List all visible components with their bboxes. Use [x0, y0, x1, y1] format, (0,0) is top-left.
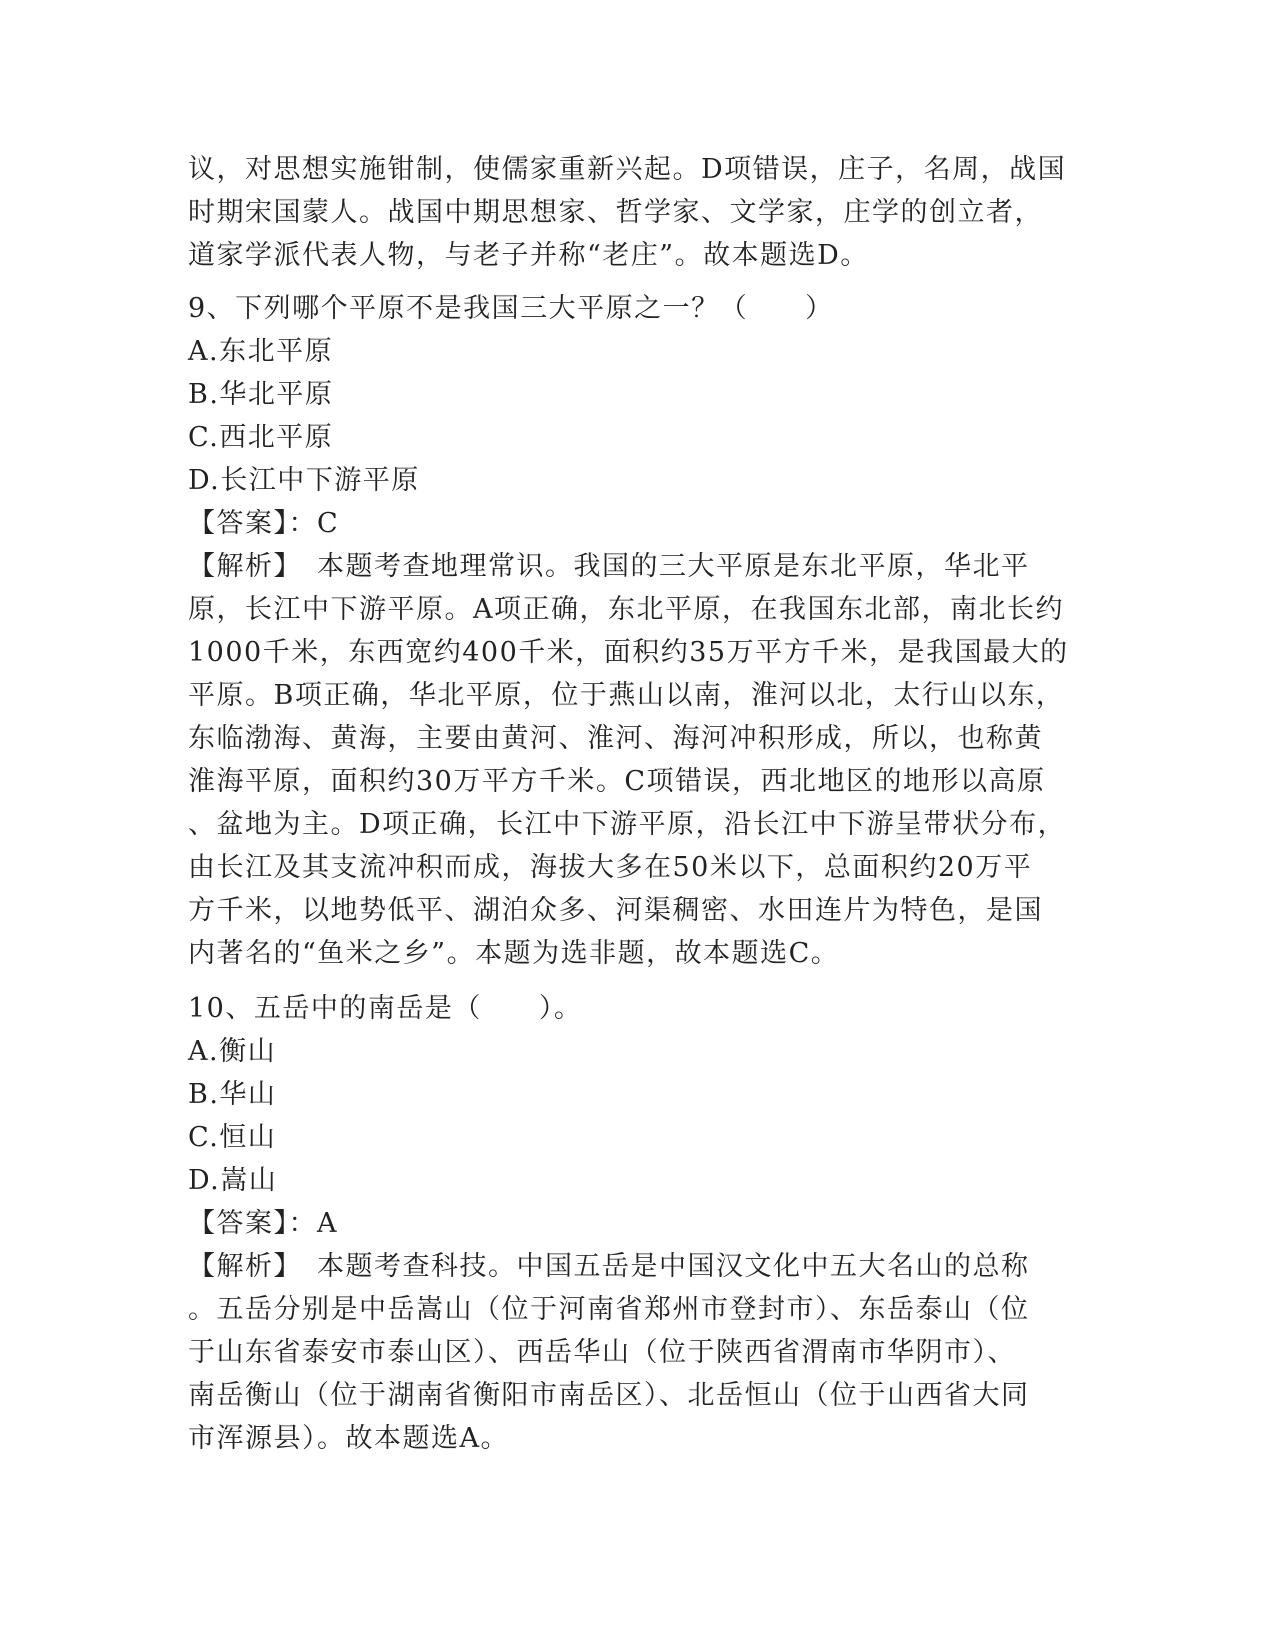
text-line: 议，对思想实施钳制，使儒家重新兴起。D项错误，庄子，名周，战国	[188, 154, 1067, 185]
text-line: 、盆地为主。D项正确，长江中下游平原，沿长江中下游呈带状分布，	[188, 809, 1067, 840]
option-a: A.衡山	[188, 1036, 277, 1067]
text-line: 方千米，以地势低平、湖泊众多、河渠稠密、水田连片为特色，是国	[188, 895, 1043, 926]
analysis-paragraph	[188, 545, 1088, 975]
option-b: B.华山	[188, 1079, 277, 1110]
option-d: D.长江中下游平原	[188, 465, 420, 496]
option-c: C.恒山	[188, 1122, 277, 1153]
question-10	[188, 987, 1088, 1460]
answer-line: 【答案】：C	[188, 508, 340, 539]
text-line: 1000千米，东西宽约400千米，面积约35万平方千米，是我国最大的	[188, 637, 1069, 668]
option-d: D.嵩山	[188, 1165, 278, 1196]
question-text: 9、下列哪个平原不是我国三大平原之一？（ ）	[188, 293, 834, 324]
text-line: 【解析】 本题考查科技。中国五岳是中国汉文化中五大名山的总称	[188, 1251, 1030, 1282]
text-line: 平原。B项正确，华北平原，位于燕山以南，淮河以北，太行山以东，	[188, 680, 1065, 711]
text-line: 【解析】 本题考查地理常识。我国的三大平原是东北平原，华北平	[188, 551, 1030, 582]
option-a: A.东北平原	[188, 336, 334, 367]
text-line: 道家学派代表人物，与老子并称“老庄”。故本题选D。	[188, 240, 869, 271]
analysis-paragraph	[188, 1245, 1088, 1460]
document-page	[188, 148, 1088, 1460]
text-line: 于山东省泰安市泰山区）、西岳华山（位于陕西省渭南市华阴市）、	[188, 1337, 1016, 1368]
text-line: 市浑源县）。故本题选A。	[188, 1423, 509, 1454]
text-line: 时期宋国蒙人。战国中期思想家、哲学家、文学家，庄学的创立者，	[188, 197, 1043, 228]
intro-paragraph	[188, 148, 1088, 277]
text-line: 南岳衡山（位于湖南省衡阳市南岳区）、北岳恒山（位于山西省大同	[188, 1380, 1030, 1411]
text-line: 原，长江中下游平原。A项正确，东北平原，在我国东北部，南北长约	[188, 594, 1064, 625]
option-b: B.华北平原	[188, 379, 334, 410]
answer-line: 【答案】：A	[188, 1208, 338, 1239]
question-text: 10、五岳中的南岳是（ ）。	[188, 993, 583, 1024]
option-c: C.西北平原	[188, 422, 334, 453]
text-line: 由长江及其支流冲积而成，海拔大多在50米以下，总面积约20万平	[188, 852, 1033, 883]
question-9	[188, 287, 1088, 975]
text-line: 淮海平原，面积约30万平方千米。C项错误，西北地区的地形以高原	[188, 766, 1046, 797]
text-line: 东临渤海、黄海，主要由黄河、淮河、海河冲积形成，所以，也称黄	[188, 723, 1043, 754]
text-line: 。五岳分别是中岳嵩山（位于河南省郑州市登封市）、东岳泰山（位	[188, 1294, 1030, 1325]
text-line: 内著名的“鱼米之乡”。本题为选非题，故本题选C。	[188, 938, 840, 969]
